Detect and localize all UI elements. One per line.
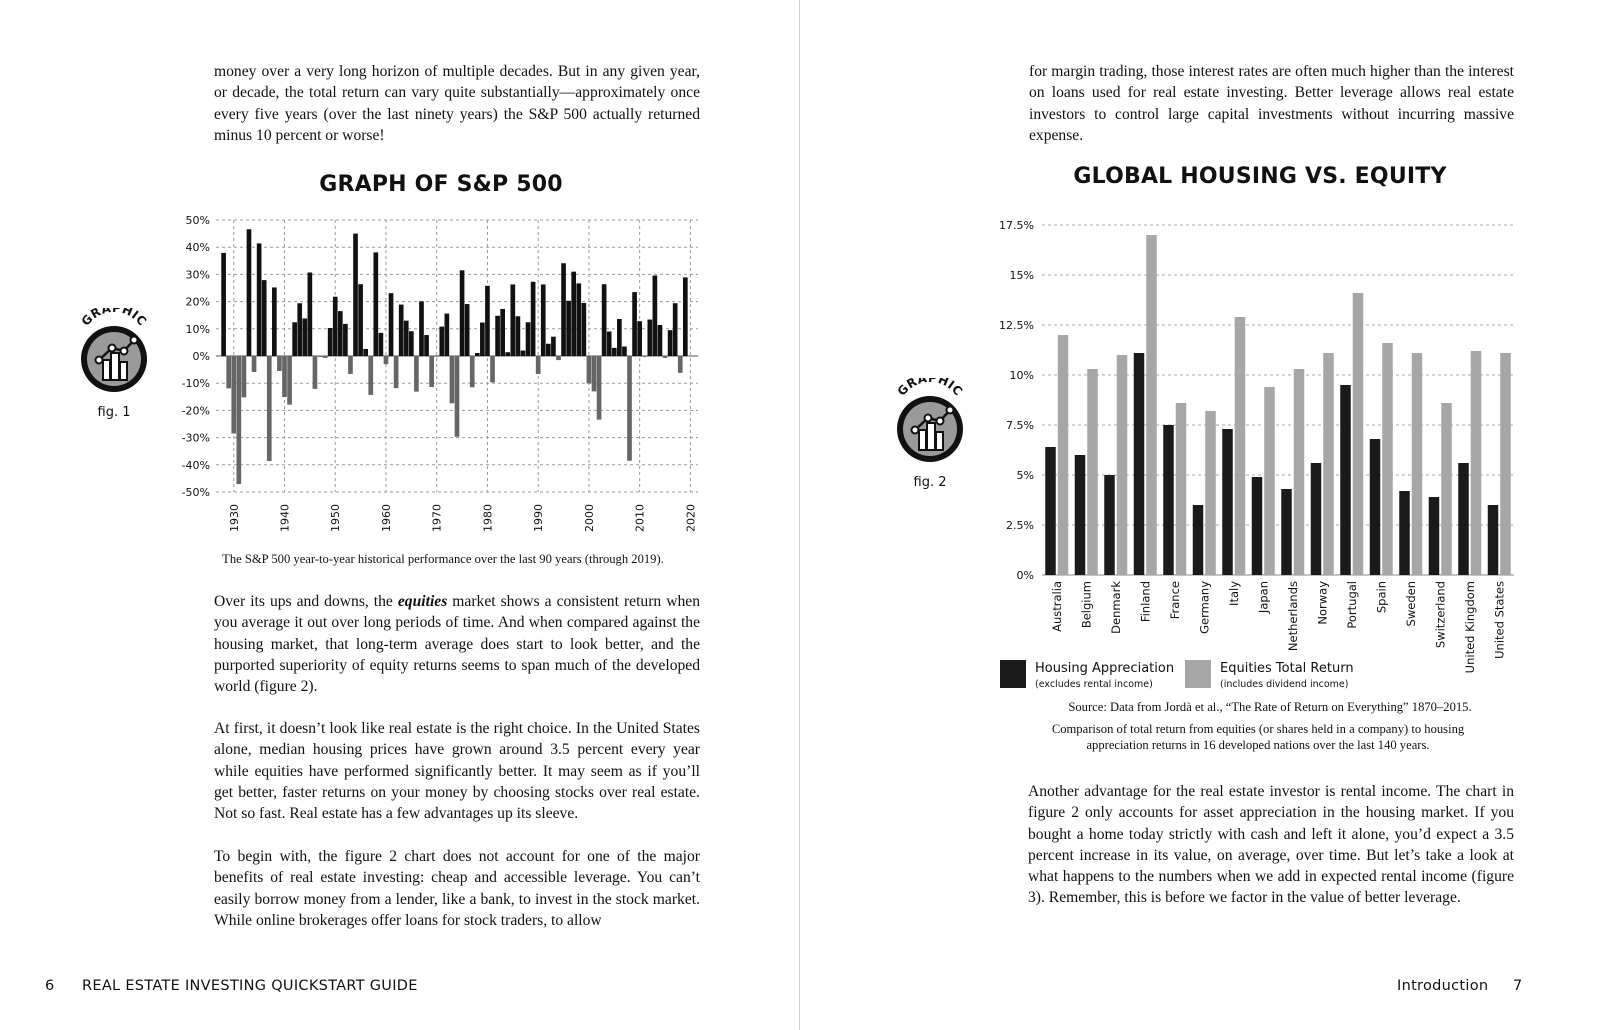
emphasis-equities: equities <box>397 593 448 610</box>
y-tick-label: -30% <box>181 431 210 445</box>
x-tick-label: Finland <box>1138 581 1153 623</box>
bar-housing <box>1045 447 1056 575</box>
bar <box>592 356 597 391</box>
bar <box>368 356 373 395</box>
bar-equities <box>1235 317 1246 575</box>
x-tick-label: Japan <box>1256 581 1271 614</box>
bar <box>287 356 292 405</box>
paragraph-text: Over its ups and downs, the <box>214 593 398 610</box>
bar <box>282 356 287 397</box>
chart-badge-icon <box>74 308 154 398</box>
bar-equities <box>1146 235 1157 575</box>
bar <box>328 328 333 356</box>
bar <box>673 303 678 356</box>
bar-housing <box>1134 353 1145 575</box>
bar <box>394 356 399 388</box>
bar <box>602 284 607 356</box>
bar <box>450 356 455 403</box>
chart-caption: The S&P 500 year-to-year historical performance over the last 90 years (through 2019). <box>222 552 664 566</box>
bar-housing <box>1488 505 1499 575</box>
bar-housing <box>1458 463 1469 575</box>
footer-book-title: REAL ESTATE INVESTING QUICKSTART GUIDE <box>82 978 418 994</box>
x-tick-label: Norway <box>1315 581 1330 625</box>
figure-label: fig. 2 <box>913 475 947 490</box>
bar <box>313 356 318 389</box>
y-tick-label: -50% <box>181 486 210 499</box>
bar <box>490 356 495 382</box>
bar <box>617 319 622 356</box>
bar-housing <box>1281 489 1292 575</box>
bar <box>480 323 485 356</box>
x-tick-label: Germany <box>1197 581 1212 634</box>
bar-equities <box>1205 411 1216 575</box>
bar <box>308 272 313 356</box>
x-tick-label: 1930 <box>227 504 241 532</box>
bar <box>455 356 460 437</box>
bar-equities <box>1382 343 1393 575</box>
bar <box>510 284 515 356</box>
figure-badge <box>890 378 970 488</box>
bar <box>348 356 353 374</box>
bar <box>485 286 490 356</box>
bar <box>663 356 668 358</box>
paragraph-rental-income: Another advantage for the real estate investor is rental income. The chart in figure 2 only accounts for asset appreciation in the housing market. If you bought a home today strictly with cash and left it alone, you’d expect a 3.5 percent increase in its value, on average, over time. But let’s take a look at what happens to the numbers when we add in expected rental income (figure 3). Remember, this is before we factor in the value of better leverage. <box>1028 783 1514 907</box>
y-tick-label: 15% <box>1009 269 1034 282</box>
bar <box>597 356 602 420</box>
x-tick-label: Australia <box>1049 581 1064 632</box>
intro-paragraph: for margin trading, those interest rates are often much higher than the interest on loans used for real estate investing. Better leverage allows real estate investors to control large capital investments without incurring massive expense. <box>1029 63 1514 144</box>
bar <box>647 320 652 356</box>
bar <box>231 356 236 434</box>
y-tick-label: 10% <box>185 322 210 336</box>
bar-housing <box>1399 491 1410 575</box>
bar <box>358 284 363 356</box>
y-tick-label: 2.5% <box>1006 519 1034 532</box>
legend-swatch <box>1185 660 1211 688</box>
paragraph-text: market shows a consistent return when you average it out over long periods of time. And when compared against the housing market, that long-term average does start to look better, and the purported superiority of equity returns seems to span much of the developed world (figure 2). <box>214 593 700 696</box>
x-tick-label: 2020 <box>684 504 698 532</box>
bar <box>242 356 247 397</box>
bar <box>582 303 587 356</box>
bar <box>678 356 683 373</box>
bar-equities <box>1294 369 1305 575</box>
bar <box>389 293 394 356</box>
bar <box>434 356 439 357</box>
bar-housing <box>1222 429 1233 575</box>
bar <box>556 356 561 360</box>
x-tick-label: United States <box>1492 581 1507 659</box>
bar <box>541 284 546 356</box>
bar <box>632 292 637 356</box>
bar-housing <box>1252 477 1263 575</box>
bar <box>505 352 510 356</box>
bar-housing <box>1370 439 1381 575</box>
housing-chart-title: GLOBAL HOUSING VS. EQUITY <box>1073 164 1447 189</box>
bar-housing <box>1340 385 1351 575</box>
bar <box>292 322 297 356</box>
bar-housing <box>1193 505 1204 575</box>
bar-equities <box>1353 293 1364 575</box>
bar <box>323 356 328 358</box>
bar <box>333 297 338 356</box>
footer-section-title: Introduction <box>1397 978 1489 994</box>
x-tick-label: 2010 <box>633 504 647 532</box>
bar <box>379 333 384 356</box>
bar <box>404 321 409 356</box>
svg-text:GRAPHIC <box>79 308 150 329</box>
chart-badge-icon <box>890 378 970 468</box>
y-tick-label: -40% <box>181 458 210 472</box>
bar <box>658 325 663 356</box>
y-tick-label: -20% <box>181 404 210 418</box>
bar <box>668 330 673 356</box>
x-tick-label: Denmark <box>1108 581 1123 634</box>
x-tick-label: Switzerland <box>1433 581 1448 649</box>
bar-housing <box>1429 497 1440 575</box>
x-tick-label: 1960 <box>379 504 393 532</box>
legend-note: (excludes rental income) <box>1035 679 1153 690</box>
bar <box>297 303 302 356</box>
bar <box>318 356 323 357</box>
bar-equities <box>1264 387 1275 575</box>
bar-equities <box>1323 353 1334 575</box>
bar-equities <box>1117 355 1128 575</box>
bar <box>252 356 257 372</box>
x-tick-label: 1990 <box>532 504 546 532</box>
bar <box>612 348 617 356</box>
bar <box>439 327 444 356</box>
y-tick-label: 0% <box>1016 569 1034 582</box>
legend-label: Housing Appreciation <box>1035 661 1175 676</box>
bar-housing <box>1311 463 1322 575</box>
bar <box>637 321 642 356</box>
x-tick-label: 1970 <box>430 504 444 532</box>
bar <box>343 324 348 356</box>
bar <box>409 331 414 356</box>
badge-word: GRAPHIC <box>78 308 150 329</box>
bar <box>338 311 343 356</box>
bar <box>576 283 581 356</box>
x-tick-label: 1950 <box>329 504 343 532</box>
bar-equities <box>1500 353 1511 575</box>
x-tick-label: Netherlands <box>1285 581 1300 652</box>
bar <box>262 280 267 356</box>
bar <box>551 337 556 356</box>
bar <box>267 356 272 461</box>
x-tick-label: 1980 <box>481 504 495 532</box>
sp500-chart-title: GRAPH OF S&P 500 <box>319 172 563 197</box>
housing-equity-chart <box>990 210 1550 690</box>
y-tick-label: 0% <box>192 350 210 363</box>
bar <box>531 282 536 356</box>
y-tick-label: 10% <box>1009 369 1034 382</box>
y-tick-label: 40% <box>185 241 210 255</box>
bar <box>516 316 521 356</box>
legend-note: (includes dividend income) <box>1220 679 1349 690</box>
bar <box>607 332 612 356</box>
bar <box>587 356 592 383</box>
bar-equities <box>1087 369 1098 575</box>
bar <box>272 287 277 356</box>
bar <box>566 301 571 356</box>
y-tick-label: 20% <box>185 295 210 309</box>
bar <box>424 335 429 356</box>
bar <box>642 356 647 357</box>
x-tick-label: United Kingdom <box>1462 581 1477 674</box>
bar <box>470 356 475 387</box>
bar <box>571 272 576 356</box>
x-tick-label: France <box>1167 581 1182 620</box>
bar <box>414 356 419 392</box>
bar <box>399 305 404 356</box>
bar <box>526 322 531 356</box>
bar <box>257 243 262 356</box>
bar <box>419 301 424 356</box>
chart-source: Source: Data from Jordà et al., “The Rate of Return on Everything” 1870–2015. <box>1068 700 1472 714</box>
paragraph-equities <box>214 591 700 697</box>
x-tick-label: Belgium <box>1079 581 1094 629</box>
bar <box>302 318 307 356</box>
bar-equities <box>1441 403 1452 575</box>
bar <box>475 353 480 356</box>
paragraph-leverage: To begin with, the figure 2 chart does not account for one of the major benefits of real estate investing: cheap and accessible leverage. You can’t easily borrow money from a lender, like a bank, to invest in the stock market. While online brokerages offer loans for stock traders, to allow <box>214 848 700 929</box>
right-page <box>800 0 1600 1030</box>
figure-badge <box>74 308 154 418</box>
bar <box>373 252 378 356</box>
bar <box>521 351 526 356</box>
bar-equities <box>1412 353 1423 575</box>
bar <box>495 316 500 356</box>
y-tick-label: 50% <box>185 214 210 227</box>
x-tick-label: Portugal <box>1344 581 1359 629</box>
x-tick-label: 2000 <box>582 504 596 532</box>
bar <box>653 275 658 356</box>
bar <box>353 234 358 356</box>
bar <box>561 263 566 356</box>
bar <box>500 309 505 356</box>
chart-caption: Comparison of total return from equities (or shares held in a company) to housing appreciation returns in 16 developed nations over the last 140 years. <box>1051 722 1465 752</box>
y-tick-label: 17.5% <box>999 219 1034 232</box>
figure-label: fig. 1 <box>97 405 131 420</box>
intro-paragraph: money over a very long horizon of multiple decades. But in any given year, or decade, the total return can vary quite substantially—approximately once every five years (over the last ninety years) the S&P 500 actually returned minus 10 percent or worse! <box>214 63 700 144</box>
paragraph-real-estate-choice: At first, it doesn’t look like real estate is the right choice. In the United States alone, median housing prices have grown around 3.5 percent every year while equities have performed significantly better. It may seem as if you’ll get better, faster returns on your money by choosing stocks over real estate. Not so fast. Real estate has a few advantages up its sleeve. <box>214 720 700 823</box>
bar <box>429 356 434 387</box>
badge-word: GRAPHIC <box>894 378 966 399</box>
y-tick-label: 7.5% <box>1006 419 1034 432</box>
sp500-chart <box>170 205 730 545</box>
legend-label: Equities Total Return <box>1220 661 1354 676</box>
bar <box>627 356 632 461</box>
bar <box>460 270 465 356</box>
bar-equities <box>1471 351 1482 575</box>
bar-housing <box>1104 475 1115 575</box>
bar-equities <box>1176 403 1187 575</box>
y-tick-label: 5% <box>1016 469 1034 482</box>
bar <box>277 356 282 371</box>
bar <box>445 314 450 356</box>
bar <box>363 349 368 356</box>
y-tick-label: 12.5% <box>999 319 1034 332</box>
footer-page-number: 7 <box>1513 978 1523 994</box>
x-tick-label: Spain <box>1374 581 1389 614</box>
bar <box>536 356 541 374</box>
svg-text:GRAPHIC <box>895 378 966 399</box>
bar <box>465 304 470 356</box>
bar <box>226 356 231 388</box>
y-tick-label: -10% <box>181 377 210 391</box>
bar-housing <box>1163 425 1174 575</box>
y-tick-label: 30% <box>185 268 210 282</box>
bar <box>247 229 252 356</box>
footer-page-number: 6 <box>45 978 55 994</box>
bar <box>683 277 688 356</box>
x-tick-label: Italy <box>1226 581 1241 606</box>
legend-swatch <box>1000 660 1026 688</box>
bar <box>236 356 241 484</box>
bar-housing <box>1075 455 1086 575</box>
bar <box>622 346 627 356</box>
x-tick-label: 1940 <box>278 504 292 532</box>
x-tick-label: Sweden <box>1403 581 1418 627</box>
bar <box>384 356 389 364</box>
bar <box>221 253 226 356</box>
bar <box>546 344 551 356</box>
bar-equities <box>1058 335 1069 575</box>
